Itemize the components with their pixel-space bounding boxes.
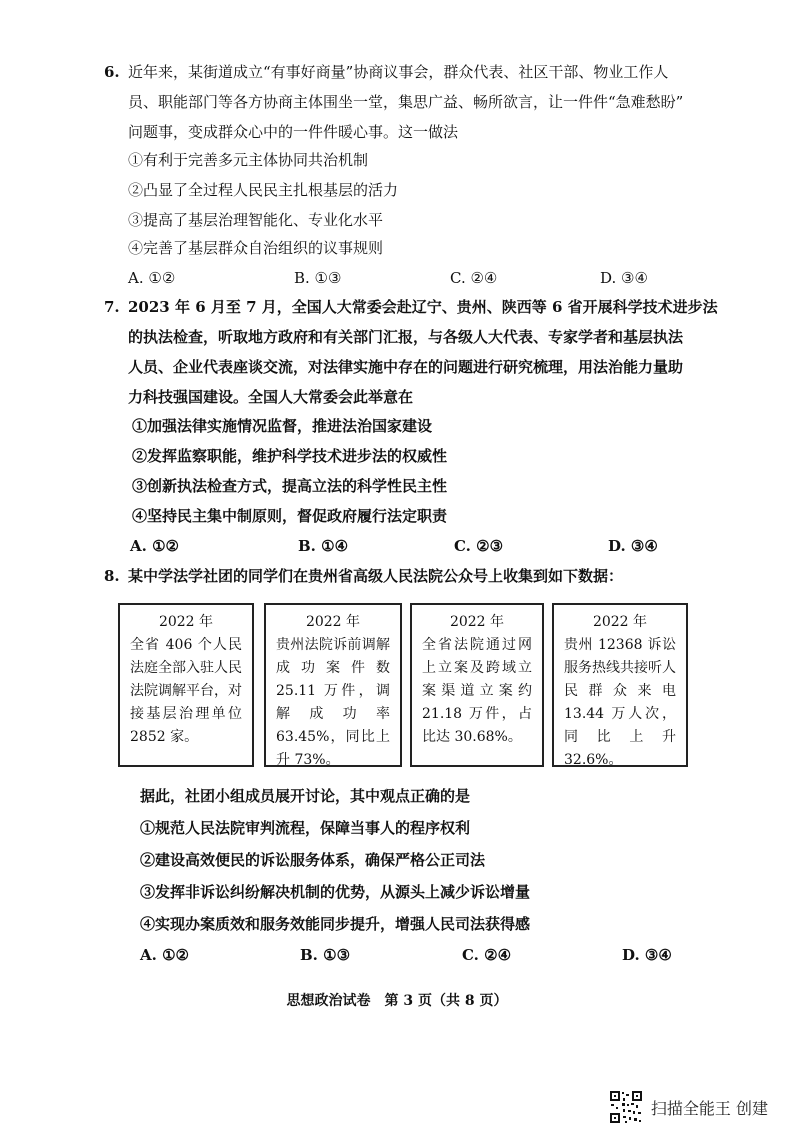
data-box-year: 2022 年 bbox=[158, 614, 214, 630]
data-box-text: 贵州 12368 诉讼服务热线共接听人民群众来电 13.44 万人次，同比上升 32.6%。 bbox=[564, 637, 676, 768]
data-box-text: 全省 406 个人民法庭全部入驻人民法院调解平台，对接基层治理单位 2852 家。 bbox=[130, 637, 242, 745]
statement-item: ②建设高效便民的诉讼服务体系，确保严格公正司法 bbox=[140, 851, 486, 869]
question-stem-line: 某中学法学社团的同学们在贵州省高级人民法院公众号上收集到如下数据： bbox=[128, 567, 624, 585]
question-stem-line: 的执法检查，听取地方政府和有关部门汇报，与各级人大代表、专家学者和基层执法 bbox=[128, 328, 684, 346]
scanner-watermark bbox=[609, 1090, 768, 1124]
answer-choice-b: B. ①④ bbox=[298, 537, 349, 555]
answer-choice-b: B. ①③ bbox=[300, 946, 351, 964]
answer-choice-a: A. ①② bbox=[140, 946, 189, 964]
statement-item: ③提高了基层治理智能化、专业化水平 bbox=[128, 211, 384, 229]
page-footer: 思想政治试卷 第 3 页（共 8 页） bbox=[286, 993, 508, 1009]
data-box-text: 贵州法院诉前调解成功案件数 25.11 万件，调解成功率 63.45%，同比上升 73%。 bbox=[276, 637, 390, 768]
question-number: 8. bbox=[104, 567, 120, 585]
statement-item: ③创新执法检查方式，提高立法的科学性民主性 bbox=[132, 477, 448, 495]
data-box-3 bbox=[410, 603, 544, 767]
qr-code-icon bbox=[609, 1090, 643, 1124]
data-box-2 bbox=[264, 603, 402, 767]
question-stem-line: 员、职能部门等各方协商主体围坐一堂，集思广益、畅所欲言，让一件件“急难愁盼” bbox=[128, 93, 684, 111]
statement-item: ①规范人民法院审判流程，保障当事人的程序权利 bbox=[140, 819, 471, 837]
data-box-year: 2022 年 bbox=[305, 614, 361, 630]
answer-choice-c: C. ②④ bbox=[450, 269, 498, 287]
question-number: 7. bbox=[104, 298, 120, 316]
answer-choice-d: D. ③④ bbox=[600, 269, 648, 287]
statement-item: ①有利于完善多元主体协同共治机制 bbox=[128, 151, 369, 169]
question-stem-line: 近年来，某街道成立“有事好商量”协商议事会，群众代表、社区干部、物业工作人 bbox=[128, 63, 669, 81]
statement-item: ④坚持民主集中制原则，督促政府履行法定职责 bbox=[132, 507, 448, 525]
answer-choice-a: A. ①② bbox=[130, 537, 179, 555]
answer-choice-c: C. ②④ bbox=[462, 946, 512, 964]
data-box-year: 2022 年 bbox=[449, 614, 505, 630]
question-number: 6. bbox=[104, 63, 120, 81]
statement-item: ④完善了基层群众自治组织的议事规则 bbox=[128, 239, 384, 257]
data-box-text: 全省法院通过网上立案及跨域立案渠道立案约 21.18 万件，占比达 30.68%。 bbox=[422, 637, 532, 745]
watermark-label: 扫描全能王 创建 bbox=[650, 1098, 768, 1118]
data-box-1 bbox=[118, 603, 254, 767]
data-box-4 bbox=[552, 603, 688, 767]
statement-item: ③发挥非诉讼纠纷解决机制的优势，从源头上减少诉讼增量 bbox=[140, 883, 531, 901]
statement-item: ②发挥监察职能，维护科学技术进步法的权威性 bbox=[132, 447, 448, 465]
answer-choice-b: B. ①③ bbox=[294, 269, 342, 287]
answer-choice-d: D. ③④ bbox=[622, 946, 672, 964]
discussion-prompt: 据此，社团小组成员展开讨论，其中观点正确的是 bbox=[140, 787, 471, 805]
statement-item: ④实现办案质效和服务效能同步提升，增强人民司法获得感 bbox=[140, 915, 531, 933]
question-stem-line: 力科技强国建设。全国人大常委会此举意在 bbox=[128, 388, 414, 406]
statement-item: ①加强法律实施情况监督，推进法治国家建设 bbox=[132, 417, 433, 435]
question-stem-line: 人员、企业代表座谈交流，对法律实施中存在的问题进行研究梳理，用法治能力量助 bbox=[128, 358, 684, 376]
statement-item: ②凸显了全过程人民民主扎根基层的活力 bbox=[128, 181, 399, 199]
question-stem-line: 问题事，变成群众心中的一件件暖心事。这一做法 bbox=[128, 123, 459, 141]
answer-choice-c: C. ②③ bbox=[454, 537, 504, 555]
question-stem-line: 2023 年 6 月至 7 月，全国人大常委会赴辽宁、贵州、陕西等 6 省开展科学技术进步法 bbox=[128, 298, 718, 316]
answer-choice-d: D. ③④ bbox=[608, 537, 658, 555]
data-box-year: 2022 年 bbox=[592, 614, 648, 630]
answer-choice-a: A. ①② bbox=[128, 269, 176, 287]
